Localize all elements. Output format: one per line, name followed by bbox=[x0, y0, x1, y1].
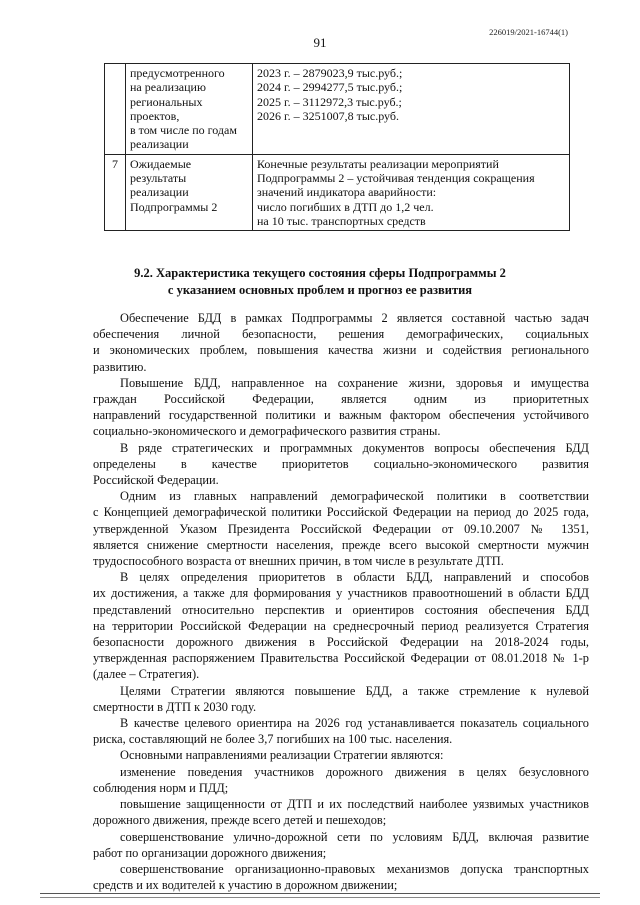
paragraph-line: социально-экономического и демографического развития страны. bbox=[93, 424, 441, 439]
paragraph-line: В качестве целевого ориентира на 2026 год устанавливается показатель социального bbox=[120, 716, 589, 731]
document-number: 226019/2021-16744(1) bbox=[489, 27, 568, 37]
label-line: на реализацию bbox=[130, 80, 206, 95]
paragraph-line: Одним из главных направлений демографической политики в соответствии bbox=[120, 489, 589, 504]
paragraph-line: совершенствование улично-дорожной сети по условиям БДД, включая развитие bbox=[120, 829, 589, 844]
section-heading-line: с указанием основных проблем и прогноз ее развития bbox=[167, 282, 473, 297]
value-line: 2026 г. – 3251007,8 тыс.руб. bbox=[257, 108, 399, 123]
paragraph-line: утвержденная распоряжением Правительства Российской Федерации от 08.01.2018 № 1-р bbox=[93, 651, 589, 666]
row-label bbox=[126, 154, 253, 230]
value-line: число погибших в ДТП до 1,2 чел. bbox=[257, 199, 434, 214]
row-value bbox=[253, 64, 570, 155]
paragraph-line: совершенствование организационно-правовых механизмов допуска транспортных bbox=[120, 861, 589, 876]
paragraph-line: граждан Российской Федерации, является одним из приоритетных bbox=[93, 392, 589, 407]
paragraph-line: соблюдения норм и ПДД; bbox=[93, 780, 229, 795]
label-line: проектов, bbox=[130, 108, 180, 123]
paragraph-line: и экономических проблем, повышения качества жизни и содействия регионального bbox=[93, 343, 589, 358]
page-number: 91 bbox=[313, 35, 327, 50]
value-line: 2025 г. – 3112972,3 тыс.руб.; bbox=[257, 94, 402, 109]
paragraph-line: представлений относительно перспектив и ориентиров состояния обеспечения БДД bbox=[93, 602, 589, 617]
paragraph-line: с Концепцией демографической политики Российской Федерации на период до 2025 года, bbox=[93, 505, 589, 520]
paragraph-line: Российской Федерации. bbox=[93, 473, 219, 488]
paragraph-line: (далее – Стратегия). bbox=[93, 667, 200, 682]
label-line: результаты bbox=[130, 171, 187, 186]
paragraph-line: является снижение смертности населения, прежде всего высокой смертности мужчин bbox=[93, 537, 589, 552]
paragraph-line: безопасности дорожного движения в Российской Федерации на 2018-2024 годы, bbox=[93, 635, 589, 650]
section-heading-line: 9.2. Характеристика текущего состояния сферы Подпрограммы 2 bbox=[134, 266, 506, 280]
label-line: Подпрограммы 2 bbox=[130, 199, 218, 214]
paragraph-line: повышение защищенности от ДТП и их последствий наиболее уязвимых участников bbox=[120, 797, 589, 812]
value-line: 2023 г. – 2879023,9 тыс.руб.; bbox=[257, 66, 403, 80]
label-line: предусмотренного bbox=[130, 66, 225, 80]
paragraph-line: дорожного движения, прежде всего детей и пешеходов; bbox=[93, 813, 387, 828]
value-line: на 10 тыс. транспортных средств bbox=[257, 213, 426, 228]
paragraph-line: средств и их водителей к участию в дорожном движении; bbox=[93, 878, 398, 893]
label-line: региональных bbox=[130, 94, 203, 109]
label-line: в том числе по годам bbox=[130, 123, 237, 138]
paragraph-line: развитию. bbox=[93, 359, 147, 374]
table-row bbox=[105, 154, 570, 230]
section-heading bbox=[0, 265, 640, 298]
row-label bbox=[126, 64, 253, 155]
table-row bbox=[105, 64, 570, 155]
label-line: реализации bbox=[130, 137, 189, 152]
paragraph-line: изменение поведения участников дорожного движения в целях безусловного bbox=[120, 764, 589, 779]
paragraph-line: Повышение БДД, направленное на сохранение жизни, здоровья и имущества bbox=[120, 375, 589, 390]
value-line: 2024 г. – 2994277,5 тыс.руб.; bbox=[257, 80, 403, 95]
footer-rule bbox=[40, 893, 600, 898]
paragraph-line: Обеспечение БДД в рамках Подпрограммы 2 является составной частью задач bbox=[120, 311, 589, 325]
paragraph-line: риска, составляющий не более 3,7 погибших на 100 тыс. населения. bbox=[93, 732, 453, 747]
body-text bbox=[93, 310, 589, 893]
row-value bbox=[253, 154, 570, 230]
paragraph-line: В целях определения приоритетов в области БДД, направлений и способов bbox=[120, 570, 589, 585]
paragraph-line: Основными направлениями реализации Стратегии являются: bbox=[120, 748, 444, 763]
paragraph-line: на территории Российской Федерации на среднесрочный период реализуется Стратегия bbox=[93, 618, 589, 633]
passport-table bbox=[104, 63, 570, 231]
row-number: 7 bbox=[105, 154, 126, 230]
paragraph-line: работ по организации дорожного движения; bbox=[93, 845, 327, 860]
paragraph-line: смертности в ДТП к 2030 году. bbox=[93, 699, 257, 714]
paragraph-line: трудоспособного возраста от внешних причин, в том числе в результате ДТП. bbox=[93, 554, 504, 569]
label-line: Ожидаемые bbox=[130, 156, 192, 171]
paragraph-line: определены в качестве приоритетов социально-экономического развития bbox=[93, 456, 589, 471]
value-line: Конечные результаты реализации мероприятий bbox=[257, 156, 499, 171]
paragraph-line: обеспечения личной безопасности, решения демографических, социальных bbox=[93, 327, 589, 342]
paragraph-line: их достижения, а также для формирования у участников правоотношений в области БДД bbox=[93, 586, 589, 601]
row-number bbox=[105, 64, 126, 155]
paragraph-line: В ряде стратегических и программных документов вопросы обеспечения БДД bbox=[120, 440, 589, 455]
value-line: Подпрограммы 2 – устойчивая тенденция сокращения bbox=[257, 171, 535, 186]
label-line: реализации bbox=[130, 185, 189, 200]
paragraph-line: Целями Стратегии являются повышение БДД, а также стремление к нулевой bbox=[120, 683, 589, 698]
paragraph-line: утвержденной Указом Президента Российской Федерации от 09.10.2007 № 1351, bbox=[93, 521, 589, 536]
value-line: значений индикатора аварийности: bbox=[257, 185, 437, 200]
paragraph-line: направлений государственной политики и важным фактором обеспечения устойчивого bbox=[93, 408, 589, 423]
